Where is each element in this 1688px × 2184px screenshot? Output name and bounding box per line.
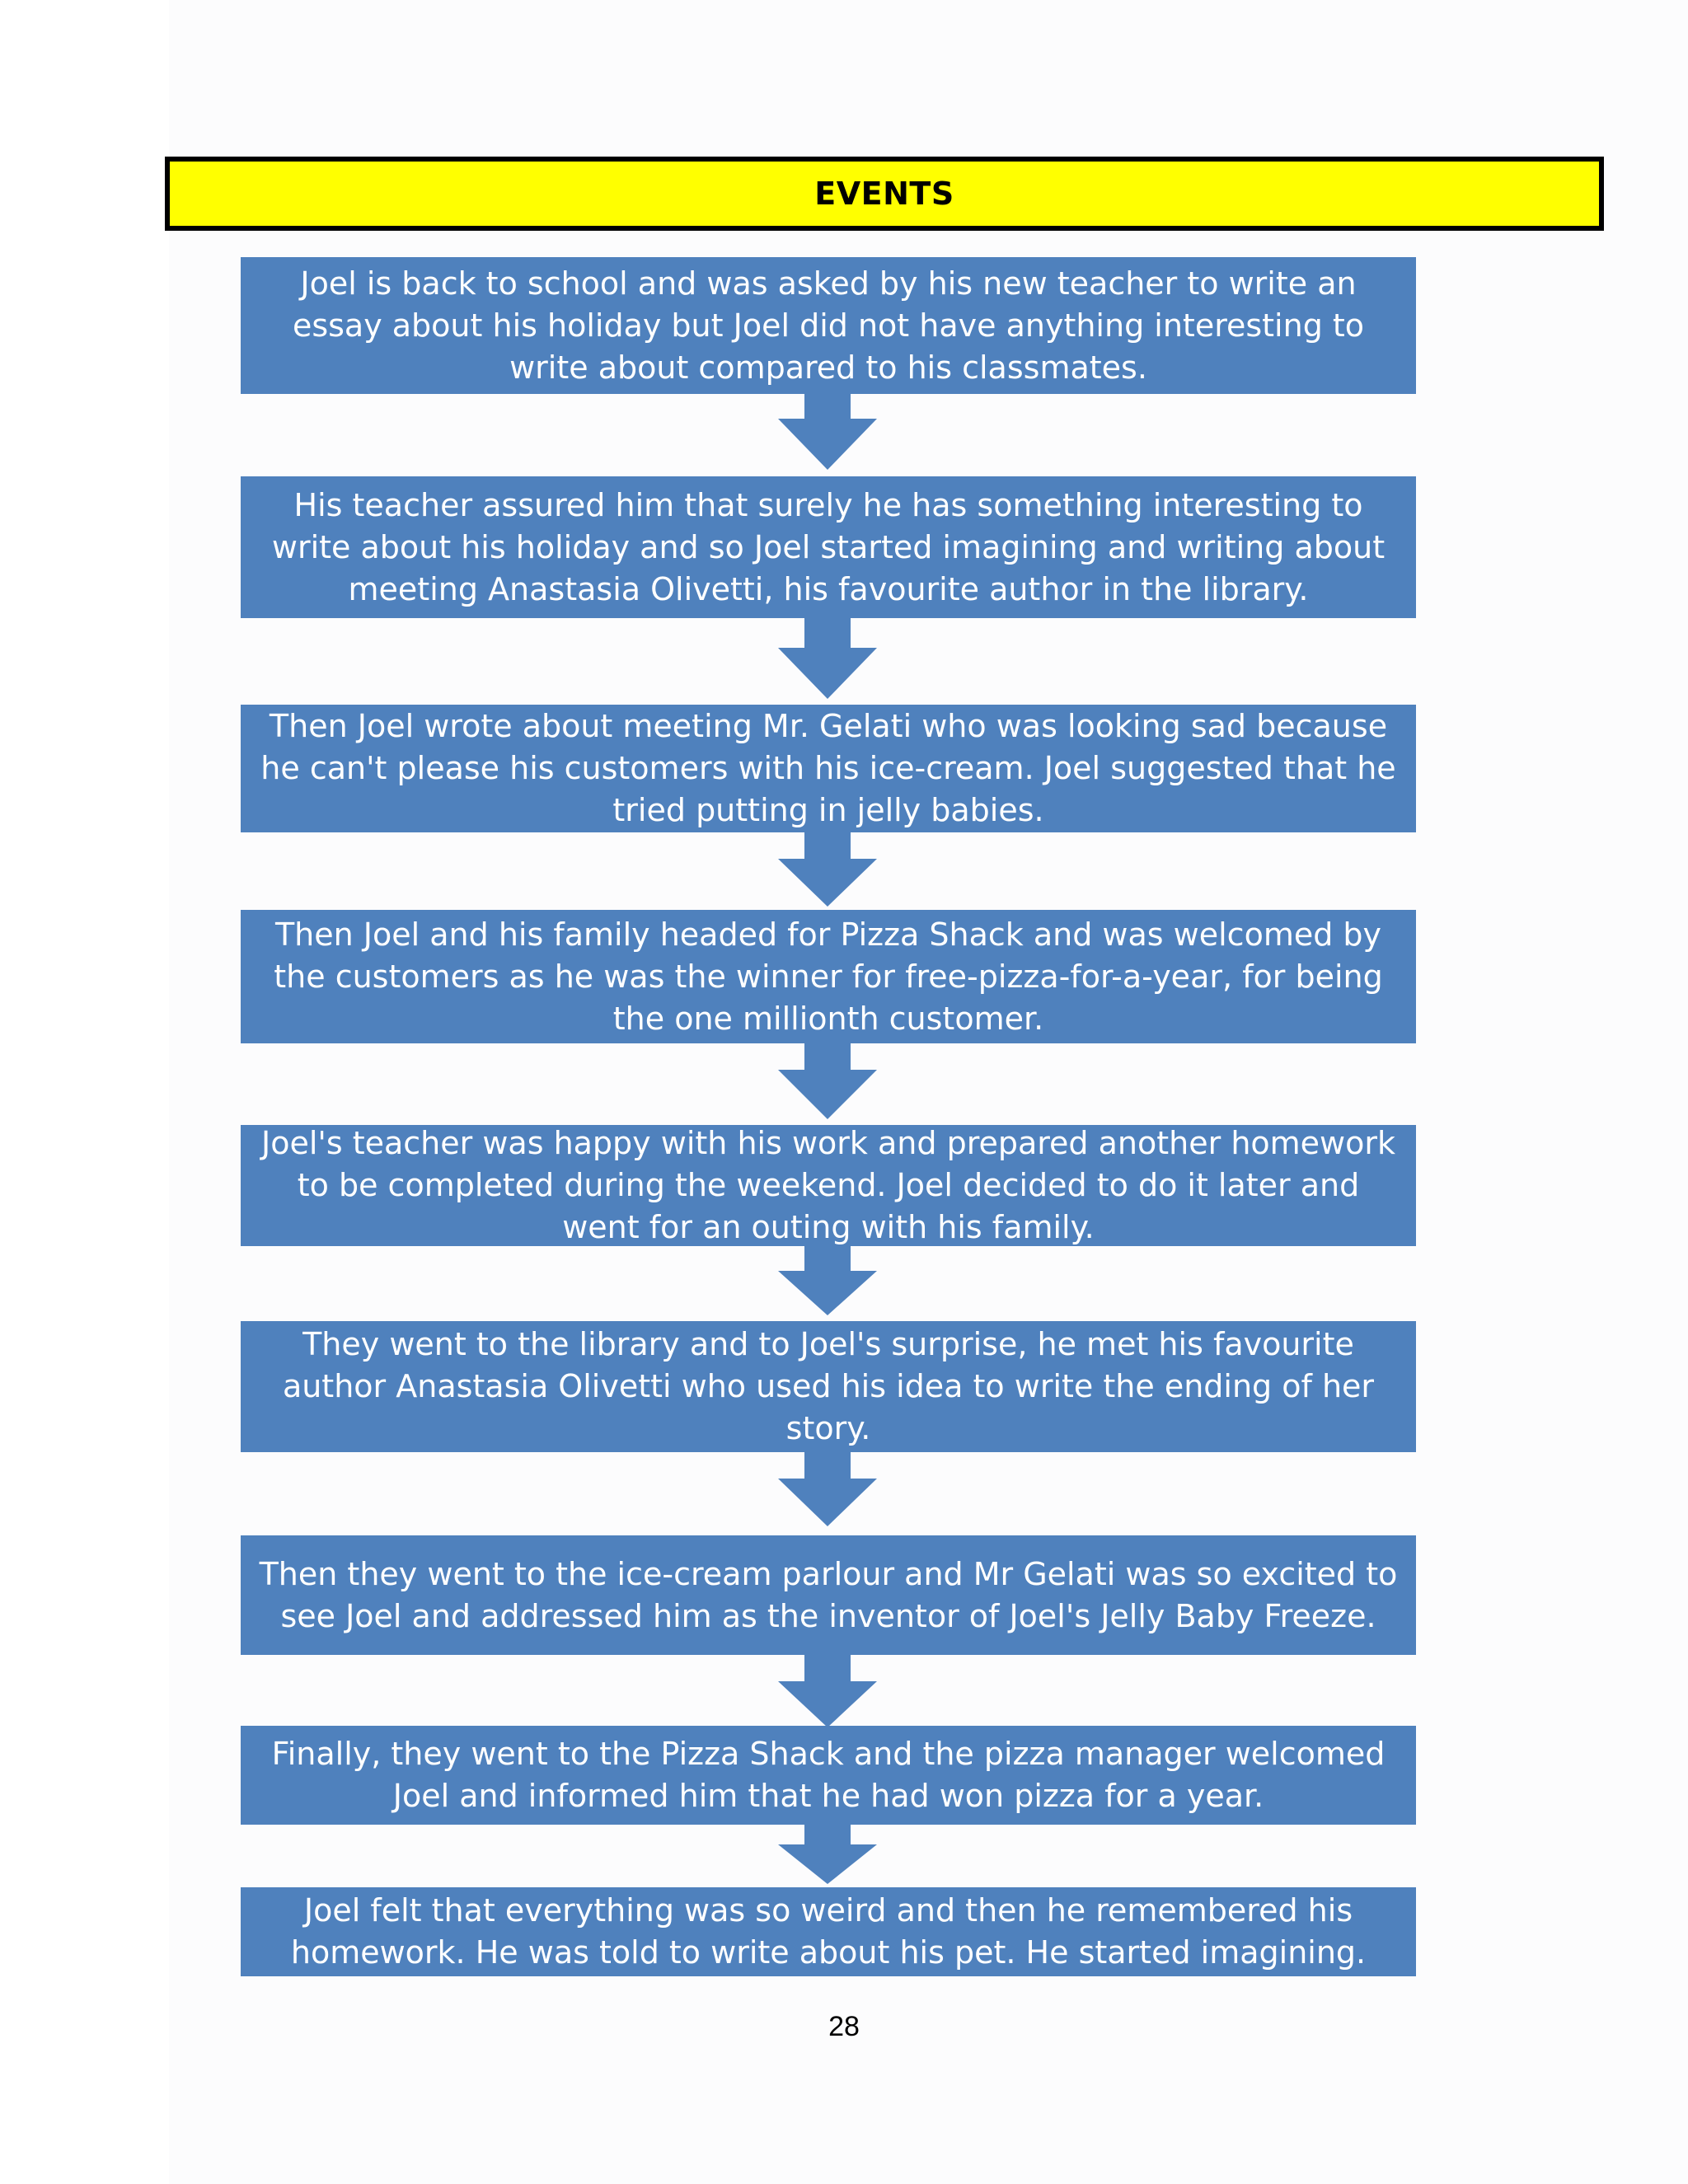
event-box-9 — [241, 1887, 1416, 1976]
event-box-5 — [241, 1125, 1416, 1246]
event-text-4: Then Joel and his family headed for Pizza Shack and was welcomed by the customers as he was the winner for free-pizza-for-a-year, for being the one millionth customer. — [274, 916, 1383, 1037]
event-text-1: Joel is back to school and was asked by his new teacher to write an essay about his holiday but Joel did not have anything interesting to write about compared to his classmates. — [292, 265, 1365, 386]
event-box-2 — [241, 476, 1416, 618]
event-text-3: Then Joel wrote about meeting Mr. Gelati who was looking sad because he can't please his customers with his ice-cream. Joel suggested that he tried putting in jelly babies. — [260, 708, 1396, 828]
event-box-6 — [241, 1321, 1416, 1452]
flow-arrow-7 — [778, 1655, 877, 1727]
event-text-6: They went to the library and to Joel's surprise, he met his favourite author Anastasia Olivetti who used his idea to write the ending of her story. — [282, 1326, 1375, 1446]
event-box-3 — [241, 705, 1416, 832]
page-title: EVENTS — [814, 176, 954, 212]
flow-arrow-5 — [778, 1246, 877, 1315]
event-box-1 — [241, 257, 1416, 394]
event-text-2: His teacher assured him that surely he has something interesting to write about his holiday and so Joel started imagining and writing about meeting Anastasia Olivetti, his favourite author in the library. — [271, 486, 1386, 607]
page-number: 28 — [828, 2011, 860, 2042]
event-text-8: Finally, they went to the Pizza Shack and the pizza manager welcomed Joel and informed him that he had won pizza for a year. — [271, 1736, 1386, 1814]
event-text-5: Joel's teacher was happy with his work and prepared another homework to be completed during the weekend. Joel decided to do it later and went for an outing with his family. — [260, 1125, 1395, 1245]
flow-arrow-3 — [778, 832, 877, 907]
flow-arrow-8 — [778, 1825, 877, 1884]
title-banner — [165, 157, 1604, 231]
event-text-9: Joel felt that everything was so weird and then he remembered his homework. He was told to write about his pet. He started imagining. — [290, 1892, 1367, 1971]
event-box-7 — [241, 1535, 1416, 1655]
event-text-7: Then they went to the ice-cream parlour and Mr Gelati was so excited to see Joel and addressed him as the inventor of Joel's Jelly Baby Freeze. — [259, 1555, 1398, 1634]
event-box-8 — [241, 1726, 1416, 1825]
flow-arrow-6 — [778, 1452, 877, 1526]
event-box-4 — [241, 910, 1416, 1043]
flow-arrow-2 — [778, 618, 877, 699]
flow-arrow-1 — [778, 394, 877, 470]
flow-arrow-4 — [778, 1043, 877, 1119]
